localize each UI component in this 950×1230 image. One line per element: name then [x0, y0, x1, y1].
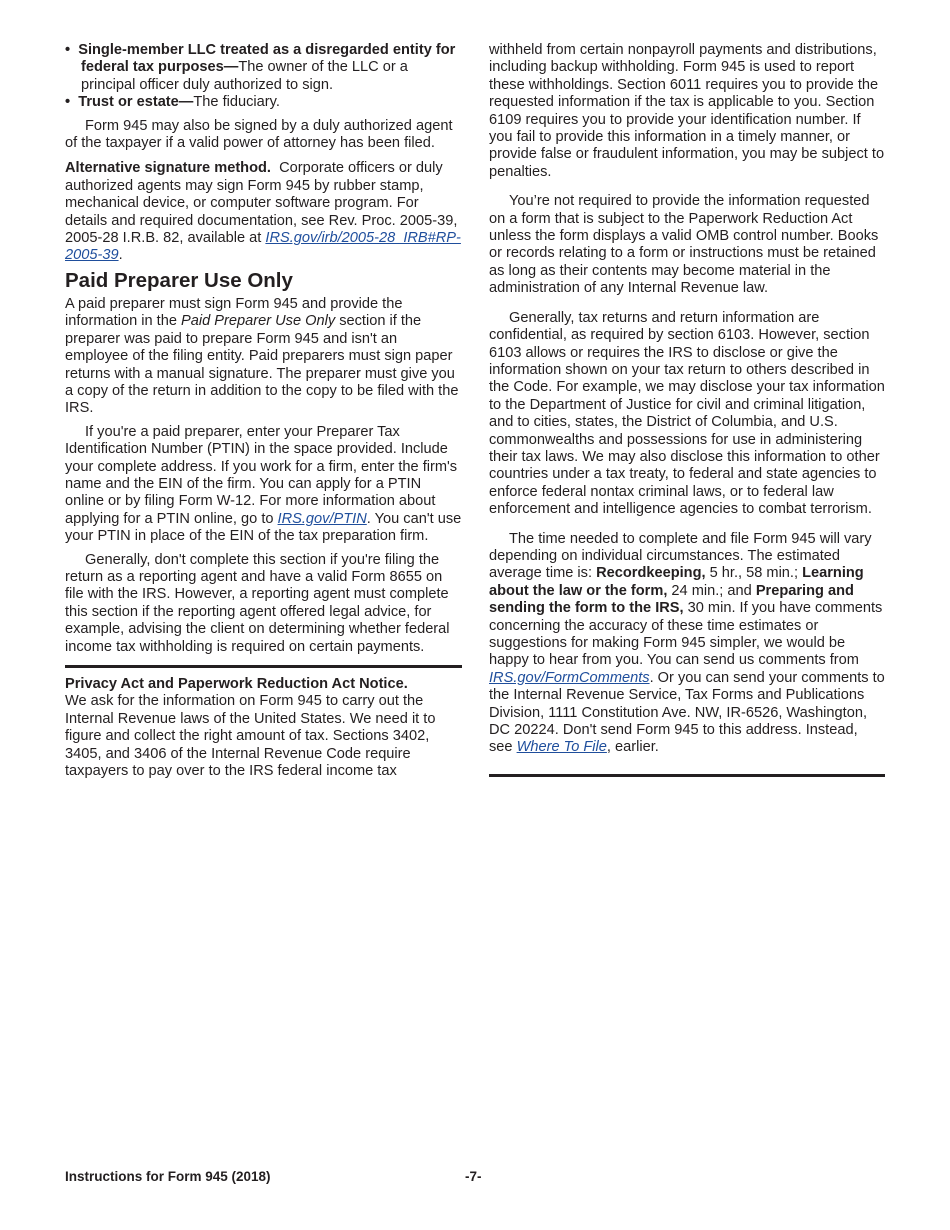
bullet-trust: • Trust or estate—The fiduciary.: [65, 94, 280, 111]
privacy-act-text: We ask for the information on Form 945 to carry out the Internal Revenue laws of the United States. We need it to figure and collect the right amount of tax. Sections 3402, 3405, and 3406 of the Internal Revenue Code require taxpayers to pay over to the IRS federal income tax: [65, 693, 436, 780]
section-divider: [65, 665, 462, 668]
paragraph-preparer-3: Generally, don't complete this section if you're filing the return as a reporting agent and have a valid Form 8655 on file with the IRS. However, a reporting agent must complete this section if the reporting agent offered legal advice, for example, advising the client on determining whether federal income tax withholding is required on certain payments.: [65, 551, 450, 655]
paragraph-confidential: Generally, tax returns and return information are confidential, as required by section 6103. However, section 6103 allows or requires the IRS to disclose or give the information shown on your tax return to others described in the Code. For example, we may disclose your tax information to the Department of Justice for civil and criminal litigation, and to cities, states, the District of Columbia, and U.S. commonwealths and possessions for use in administering their tax laws. We may also disclose this information to other countries under a tax treaty, to federal and state agencies to enforce federal nontax criminal laws, or to federal law enforcement and intelligence agencies to combat terrorism.: [489, 309, 885, 518]
paragraph-omb: You’re not required to provide the information requested on a form that is subject to the Paperwork Reduction Act unless the form displays a valid OMB control number. Books or records relating to a form or instructions must be retained as long as their contents may become material in the administration of any Internal Revenue law.: [489, 193, 879, 297]
end-divider: [489, 774, 885, 777]
right-column: [489, 42, 885, 777]
footer-title: Instructions for Form 945 (2018): [65, 1169, 271, 1184]
paid-preparer-italic: Paid Preparer Use Only: [181, 313, 336, 330]
paragraph-agent: Form 945 may also be signed by a duly authorized agent of the taxpayer if a valid power of attorney has been filed.: [65, 117, 453, 152]
bullet-trust-text: The fiduciary.: [193, 94, 280, 111]
privacy-act-heading: Privacy Act and Paperwork Reduction Act Notice.: [65, 676, 408, 692]
paragraph-alternative-signature: Alternative signature method. Corporate officers or duly authorized agents may sign Form 945 by rubber stamp, mechanical device, or computer software program. For details and required documentation, see Rev. Proc. 2005-39, 2005-28 I.R.B. 82, available at IRS.gov/irb/2005-28_IRB#RP-2005-39.: [65, 160, 461, 264]
ptin-link[interactable]: IRS.gov/PTIN: [277, 510, 367, 527]
paragraph-time-estimate: The time needed to complete and file Form 945 will vary depending on individual circumstances. The estimated average time is: Recordkeeping, 5 hr., 58 min.; Learning about the law or the form, 24 min.; and Preparing and sending the form to the IRS, 30 min. If you have comments concerning the accuracy of these time estimates or suggestions for making Form 945 simpler, we would be happy to hear from you. You can send us comments from IRS.gov/FormComments. Or you can send your comments to the Internal Revenue Service, Tax Forms and Publications Division, 1111 Constitution Ave. NW, IR-6526, Washington, DC 20224. Don't send Form 945 to this address. Instead, see Where To File, earlier.: [489, 530, 885, 756]
bullet-llc-heading: Single-member LLC treated as a disregarded entity for federal tax purposes—: [78, 42, 456, 76]
form-comments-link[interactable]: IRS.gov/FormComments: [489, 669, 650, 686]
bullet-llc: • Single-member LLC treated as a disregarded entity for federal tax purposes—The owner of the LLC or a principal officer duly authorized to sign.: [65, 42, 456, 93]
page-number: -7-: [465, 1169, 482, 1184]
alternative-signature-text: Corporate officers or duly authorized agents may sign Form 945 by rubber stamp, mechanical device, or computer software program. For details and required documentation, see Rev. Proc. 2005-39, 2005-28 I.R.B. 82, available at: [65, 160, 458, 247]
page-footer: [65, 1168, 885, 1186]
paragraph-privacy-act: [65, 676, 462, 780]
paragraph-preparer-2: If you're a paid preparer, enter your Preparer Tax Identification Number (PTIN) in the space provided. Include your complete address. If you work for a firm, enter the firm's name and the EIN of the firm. You can apply for a PTIN online or by filing Form W-12. For more information about applying for a PTIN online, go to IRS.gov/PTIN. You can't use your PTIN in place of the EIN of the tax preparation firm.: [65, 423, 462, 545]
bullet-trust-heading: Trust or estate—: [78, 94, 194, 111]
left-column: [65, 42, 462, 780]
paragraph-preparer-1: A paid preparer must sign Form 945 and provide the information in the Paid Preparer Use Only section if the preparer was paid to prepare Form 945 and isn't an employee of the filing entity. Paid preparers must sign paper returns with a manual signature. The preparer must give you a copy of the return in addition to the copy to be filed with the IRS.: [65, 295, 459, 417]
rev-proc-link[interactable]: IRS.gov/irb/2005-28_IRB#RP-2005-39: [65, 230, 461, 264]
section-heading-paid-preparer: Paid Preparer Use Only: [65, 268, 293, 292]
bullet-llc-text: The owner of the LLC or a principal officer duly authorized to sign.: [81, 59, 408, 93]
paragraph-continued: withheld from certain nonpayroll payments and distributions, including backup withholding. Form 945 is used to report these withholdings. Section 6011 requires you to provide the requested information if the tax is applicable to you. Section 6109 requires you to provide your identification number. If you fail to provide this information in a timely manner, or provide false or fraudulent information, you may be subject to penalties.: [489, 42, 885, 180]
alternative-signature-heading: Alternative signature method.: [65, 160, 271, 177]
where-to-file-link[interactable]: Where To File: [516, 739, 607, 756]
